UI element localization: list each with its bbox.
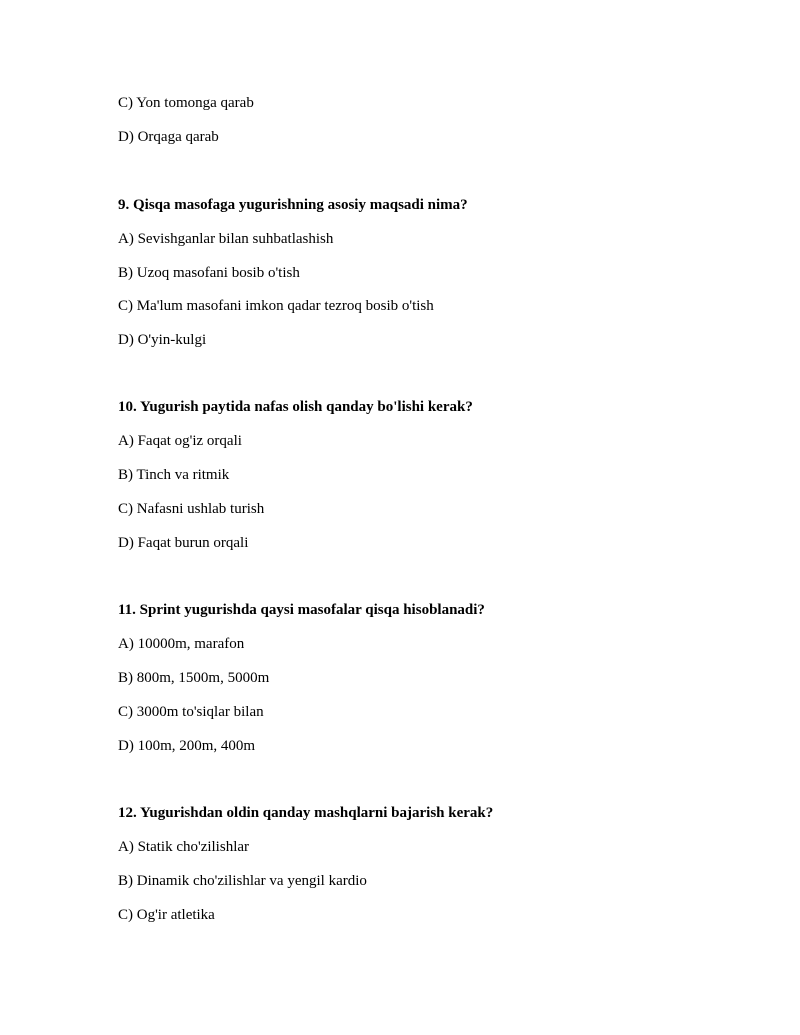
question-11-option-c: C) 3000m to'siqlar bilan: [118, 704, 264, 720]
question-10-option-d: D) Faqat burun orqali: [118, 535, 249, 551]
question-9-option-a: A) Sevishganlar bilan suhbatlashish: [118, 231, 334, 247]
question-9-option-c: C) Ma'lum masofani imkon qadar tezroq bosib o'tish: [118, 298, 434, 314]
question-9-text: 9. Qisqa masofaga yugurishning asosiy maqsadi nima?: [118, 197, 468, 213]
question-12-text: 12. Yugurishdan oldin qanday mashqlarni bajarish kerak?: [118, 805, 494, 821]
question-10-option-b: B) Tinch va ritmik: [118, 467, 230, 483]
option-d: D) Orqaga qarab: [118, 129, 219, 145]
option-c: C) Yon tomonga qarab: [118, 95, 254, 111]
question-10-option-c: C) Nafasni ushlab turish: [118, 501, 265, 517]
question-9-option-d: D) O'yin-kulgi: [118, 332, 207, 348]
question-12-option-c: C) Og'ir atletika: [118, 907, 215, 923]
question-10-text: 10. Yugurish paytida nafas olish qanday bo'lishi kerak?: [118, 399, 473, 415]
question-11-option-a: A) 10000m, marafon: [118, 636, 245, 652]
question-10-option-a: A) Faqat og'iz orqali: [118, 433, 242, 449]
question-11-option-d: D) 100m, 200m, 400m: [118, 738, 256, 754]
question-12-option-b: B) Dinamik cho'zilishlar va yengil kardio: [118, 873, 367, 889]
question-11-text: 11. Sprint yugurishda qaysi masofalar qisqa hisoblanadi?: [118, 602, 485, 618]
question-9-option-b: B) Uzoq masofani bosib o'tish: [118, 265, 300, 281]
question-12-option-a: A) Statik cho'zilishlar: [118, 839, 250, 855]
question-11-option-b: B) 800m, 1500m, 5000m: [118, 670, 270, 686]
